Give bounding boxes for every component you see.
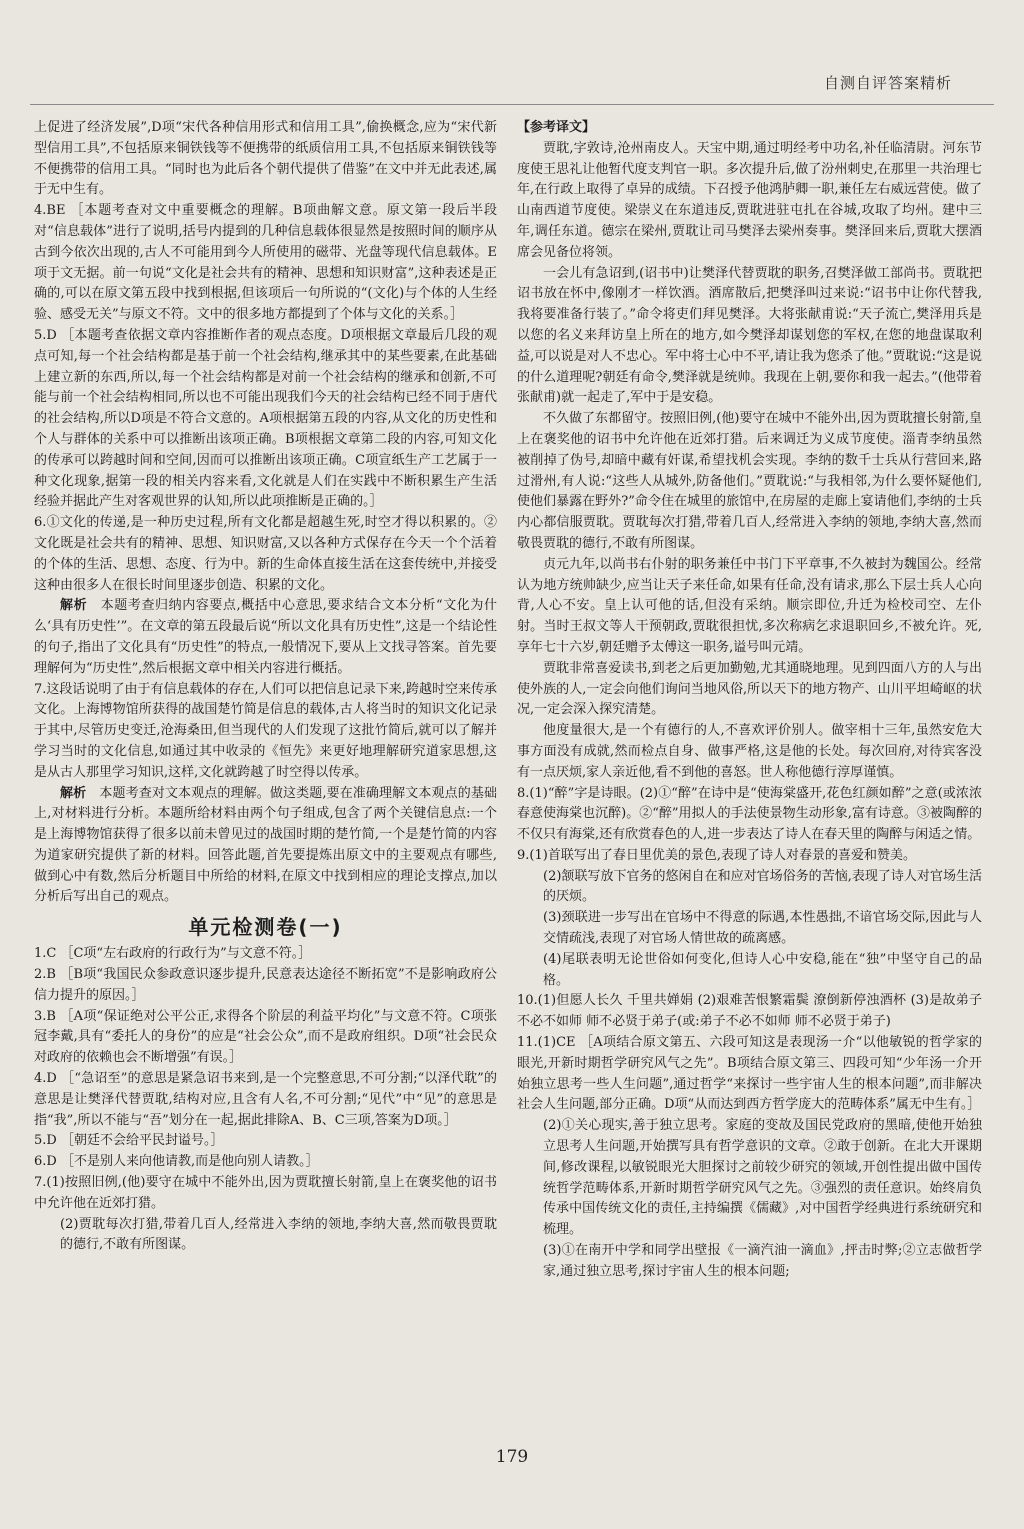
answer-paragraph: 上促进了经济发展”,D项“宋代各种信用形式和信用工具”,偷换概念,应为“宋代新型信用工具”,不包括原来铜铁钱等不便携带的纸质信用工具,不包括原来铜铁钱等不便携带的信用工具。“同时也为此后各个朝代提供了借鉴”在文中并无此表述,属于无中生有。 bbox=[34, 120, 497, 198]
answer-7: 7.这段话说明了由于有信息载体的存在,人们可以把信息记录下来,跨越时空来传承文化。上海博物馆所获得的战国楚竹简是信息的载体,古人将当时的知识文化记录于其中,尽管历史变迁,沧海桑田,但当现代的人们发现了这批竹简后,就可以了解并学习当时的文化信息,如通过其中收录的《恒先》来更好地理解研究道家思想,这是从古人那里学习知识,这样,文化就跨越了时空得以传承。 bbox=[34, 681, 497, 780]
answer-4: 4.BE ［本题考查对文中重要概念的理解。B项曲解文意。原文第一段后半段对“信息载体”进行了说明,括号内提到的几种信息载体很显然是按照时间的顺序从古到今依次出现的,古人不可能用到今人所使用的磁带、光盘等现代信息载体。E项于文无据。前一句说“文化是社会共有的精神、思想和知识财富”,这种表述是正确的,可以在原文第五段中找到根据,但该项后一句所说的“(文化)与个体的人生经验、感受无关”与原文不符。文中的很多地方都提到了个体与文化的关系。］ bbox=[34, 203, 497, 323]
header-divider bbox=[30, 104, 994, 105]
answer-s6: 6.D ［不是别人来向他请教,而是他向别人请教。］ bbox=[34, 1154, 319, 1170]
answer-5: 5.D ［本题考查依据文章内容推断作者的观点态度。D项根据文章最后几段的观点可知,每一个社会结构都是基于前一个社会结构,继承其中的某些要素,在此基础上建立新的东西,所以,每一个社会结构都是对前一个社会结构的继承和创新,不可能与前一个社会结构相同,所以也不可能出现我们今天的社会结构已经不同于唐代的社会结构,所以D项是不符合文意的。A项根据第五段的内容,从文化的历史性和个人与群体的关系中可以推断出该项正确。B项根据文章第二段的内容,可知文化的传承可以跨越时间和空间,因而可以推断出该项正确。C项宣纸生产工艺属于一种文化现象,据第一段的相关内容来看,文化就是人们在实践中不断积累生产生活经验并据此产生对客观世界的认知,所以此项推断是正确的。］ bbox=[34, 327, 497, 510]
analysis-label: 解析 bbox=[60, 785, 87, 801]
answer-s5: 5.D ［朝廷不会给平民封谥号。］ bbox=[34, 1133, 224, 1149]
analysis-7 bbox=[34, 784, 497, 909]
answer-9-2: (2)颔联写放下官务的悠闲自在和应对官场俗务的苦恼,表现了诗人对官场生活的厌烦。 bbox=[543, 868, 982, 905]
analysis-text: 本题考查对文本观点的理解。做这类题,要在准确理解文本观点的基础上,对材料进行分析。本题所给材料由两个句子组成,包含了两个关键信息点:一个是上海博物馆获得了很多以前未曾见过的战国时期的楚竹简,一个是楚竹简的内容为道家研究提供了新的材料。回答此题,首先要提炼出原文中的主要观点有哪些,做到心中有数,然后分析题目中所给的材料,在原文中找到相应的理论支撑点,加以分析后写出自己的观点。 bbox=[34, 785, 497, 905]
answer-9-3: (3)颈联进一步写出在官场中不得意的际遇,本性愚拙,不谙官场交际,因此与人交情疏浅,表现了对官场人情世故的疏离感。 bbox=[543, 910, 982, 947]
analysis-6 bbox=[34, 596, 497, 679]
analysis-label: 解析 bbox=[60, 598, 88, 614]
translation-paragraph: 贞元九年,以尚书右仆射的职务兼任中书门下平章事,不久被封为魏国公。经常认为地方统帅缺少,应当让天子来任命,如果有任命,没有请求,那么下层士兵人心向背,人心不安。皇上认可他的话,但没有采纳。顺宗即位,升迁为检校司空、左仆射。当时王叔文等人干预朝政,贾耽很担忧,多次称病乞求退职回乡,不被允许。死,享年七十六岁,朝廷赠予太傅这一职务,谥号叫元靖。 bbox=[517, 556, 982, 655]
section-title: 单元检测卷(一) bbox=[188, 915, 343, 940]
translation-paragraph: 他度量很大,是一个有德行的人,不喜欢评价别人。做宰相十三年,虽然安危大事方面没有成就,然而检点自身、做事严格,这是他的长处。每次回府,对待宾客没有一点厌烦,家人亲近他,看不到他的喜怒。世人称他德行淳厚谨慎。 bbox=[517, 723, 982, 780]
answer-11-3: (3)①在南开中学和同学出壁报《一滴汽油一滴血》,抨击时弊;②立志做哲学家,通过独立思考,探讨宇宙人生的根本问题; bbox=[543, 1243, 982, 1279]
reference-translation-title: 【参考译文】 bbox=[517, 120, 596, 135]
answer-10: 10.(1)但愿人长久 千里共婵娟 (2)艰难苦恨繁霜鬓 潦倒新停浊酒杯 (3)是故弟子不必不如师 师不必贤于弟子(或:弟子不必不如师 师不必贤于弟子) bbox=[517, 993, 982, 1030]
answer-6: 6.①文化的传递,是一种历史过程,所有文化都是超越生死,时空才得以积累的。②文化既是社会共有的精神、思想、知识财富,又以各种方式保存在今天一个个活着的个体的生活、思想、态度、行为中。新的生命体直接生活在这套传统中,并接受这种由很多人在很长时间里逐步创造、积累的文化。 bbox=[34, 515, 497, 593]
right-column bbox=[517, 118, 982, 1283]
analysis-text: 本题考查归纳内容要点,概括中心意思,要求结合文本分析“文化为什么‘具有历史性’”。在文章的第五段最后说“所以文化具有历史性”,这是一个结论性的句子,指出了文化具有“历史性”的特点,一般情况下,要从上文找寻答案。首先要理解何为“历史性”,然后根据文章中相关内容进行概括。 bbox=[34, 598, 497, 676]
answer-s7-2: (2)贾耽每次打猎,带着几百人,经常进入李纳的领地,李纳大喜,然而敬畏贾耽的德行,不敢有所图谋。 bbox=[60, 1216, 497, 1253]
translation-paragraph: 不久做了东都留守。按照旧例,(他)要守在城中不能外出,因为贾耽擅长射箭,皇上在褒奖他的诏书中允许他在近郊打猎。后来调迁为义成节度使。淄青李纳虽然被削掉了伪号,却暗中藏有奸谋,希望找机会实现。李纳的数千士兵从行营回来,路过滑州,有人说:“这些人从城外,防备他们。”贾耽说:“与我相邻,为什么要怀疑他们,使他们暴露在野外?”命令住在城里的旅馆中,在房屋的走廊上宴请他们,李纳的士兵内心都信服贾耽。贾耽每次打猎,带着几百人,经常进入李纳的领地,李纳大喜,然而敬畏贾耽的德行,不敢有所图谋。 bbox=[517, 411, 982, 551]
answer-9-1: 9.(1)首联写出了春日里优美的景色,表现了诗人对春景的喜爱和赞美。 bbox=[517, 847, 916, 863]
answer-s7-1: 7.(1)按照旧例,(他)要守在城中不能外出,因为贾耽擅长射箭,皇上在褒奖他的诏书中允许他在近郊打猎。 bbox=[34, 1175, 497, 1211]
translation-paragraph: 贾耽,字敦诗,沧州南皮人。天宝中期,通过明经考中功名,补任临清尉。河东节度使王思礼让他暂代度支判官一职。多次提升后,做了汾州刺史,在那里一共治理七年,在行政上取得了卓异的成绩。下召授予他鸿胪卿一职,兼任左右威远营使。做了山南西道节度使。梁崇义在东道违反,贾耽进驻屯扎在谷城,攻取了均州。建中三年,调任东道。德宗在梁州,贾耽让司马樊泽去梁州奏事。樊泽回来后,贾耽大摆酒席会见备位将领。 bbox=[517, 140, 982, 260]
translation-paragraph: 一会儿有急诏到,(诏书中)让樊泽代替贾耽的职务,召樊泽做工部尚书。贾耽把诏书放在怀中,像刚才一样饮酒。酒席散后,把樊泽叫过来说:“诏书中让你代替我,我将要准备行装了。”命令将吏们拜见樊泽。大将张献甫说:“天子流亡,樊泽用兵是以您的名义来拜访皇上所在的地方,如今樊泽却谋划您的军权,在您的地盘谋取利益,可以说是对人不忠心。军中将士心中不平,请让我为您杀了他。”贾耽说:“这是说的什么道理呢?朝廷有命令,樊泽就是统帅。我现在上朝,要你和我一起去。”(他带着张献甫)就一起走了,军中于是安稳。 bbox=[517, 265, 982, 406]
answer-11-1: 11.(1)CE ［A项结合原文第五、六段可知这是表现汤一介“以他敏锐的哲学家的眼光,开新时期哲学研究风气之先”。B项结合原文第三、四段可知“少年汤一介开始独立思考一些人生问题”,通过哲学“来探讨一些宇宙人生的根本问题”,而非解决社会人生问题,部分正确。D项“从而达到西方哲学庞大的范畴体系”属无中生有。］ bbox=[517, 1035, 982, 1113]
answer-s2: 2.B ［B项“我国民众参政意识逐步提升,民意表达途径不断拓宽”不是影响政府公信力提升的原因。］ bbox=[34, 967, 497, 1003]
left-column bbox=[34, 118, 497, 1256]
answer-s1: 1.C ［C项“左右政府的行政行为”与文意不符。］ bbox=[34, 946, 312, 962]
page-header: 自测自评答案精析 bbox=[823, 74, 952, 92]
answer-8: 8.(1)“醉”字是诗眼。(2)①“醉”在诗中是“使海棠盛开,花色红颜如醉”之意(或浓浓春意使海棠也沉醉)。②“醉”用拟人的手法使景物生动形象,富有诗意。③被陶醉的不仅只有海棠,还有欣赏春色的人,进一步表达了诗人在春天里的陶醉与闲适之情。 bbox=[517, 785, 982, 843]
translation-paragraph: 贾耽非常喜爱读书,到老之后更加勤勉,尤其通晓地理。见到四面八方的人与出使外族的人,一定会向他们询问当地风俗,所以天下的地方物产、山川平坦崎岖的状况,一定会深入探究清楚。 bbox=[517, 660, 982, 718]
page-number: 179 bbox=[495, 1447, 529, 1467]
answer-s3: 3.B ［A项“保证绝对公平公正,求得各个阶层的利益平均化”与文意不符。C项张冠李戴,具有“委托人的身份”的应是“社会公众”,而不是政府组织。D项“社会民众对政府的依赖也会不断增强”有误。］ bbox=[34, 1008, 497, 1066]
answer-9-4: (4)尾联表明无论世俗如何变化,但诗人心中安稳,能在“独”中坚守自己的品格。 bbox=[543, 951, 982, 988]
answer-11-2: (2)①关心现实,善于独立思考。家庭的变故及国民党政府的黑暗,使他开始独立思考人生问题,开始撰写具有哲学意识的文章。②敢于创新。在北大开课期间,修改课程,以敏锐眼光大胆探讨之前较少研究的领域,开创性提出做中国传统哲学范畴体系,开新时期哲学研究风气之先。③强烈的责任意识。始终肩负传承中国传统文化的责任,主持编撰《儒藏》,对中国哲学经典进行系统研究和梳理。 bbox=[543, 1118, 982, 1238]
answer-s4: 4.D ［“急诏至”的意思是紧急诏书来到,是一个完整意思,不可分割;“以泽代耽”的意思是让樊泽代替贾耽,结构对应,且含有人名,不可分割;“见代”中“见”的意思是指“我”,所以不能与“吾”划分在一起,据此排除A、B、C三项,答案为D项。］ bbox=[34, 1071, 497, 1128]
